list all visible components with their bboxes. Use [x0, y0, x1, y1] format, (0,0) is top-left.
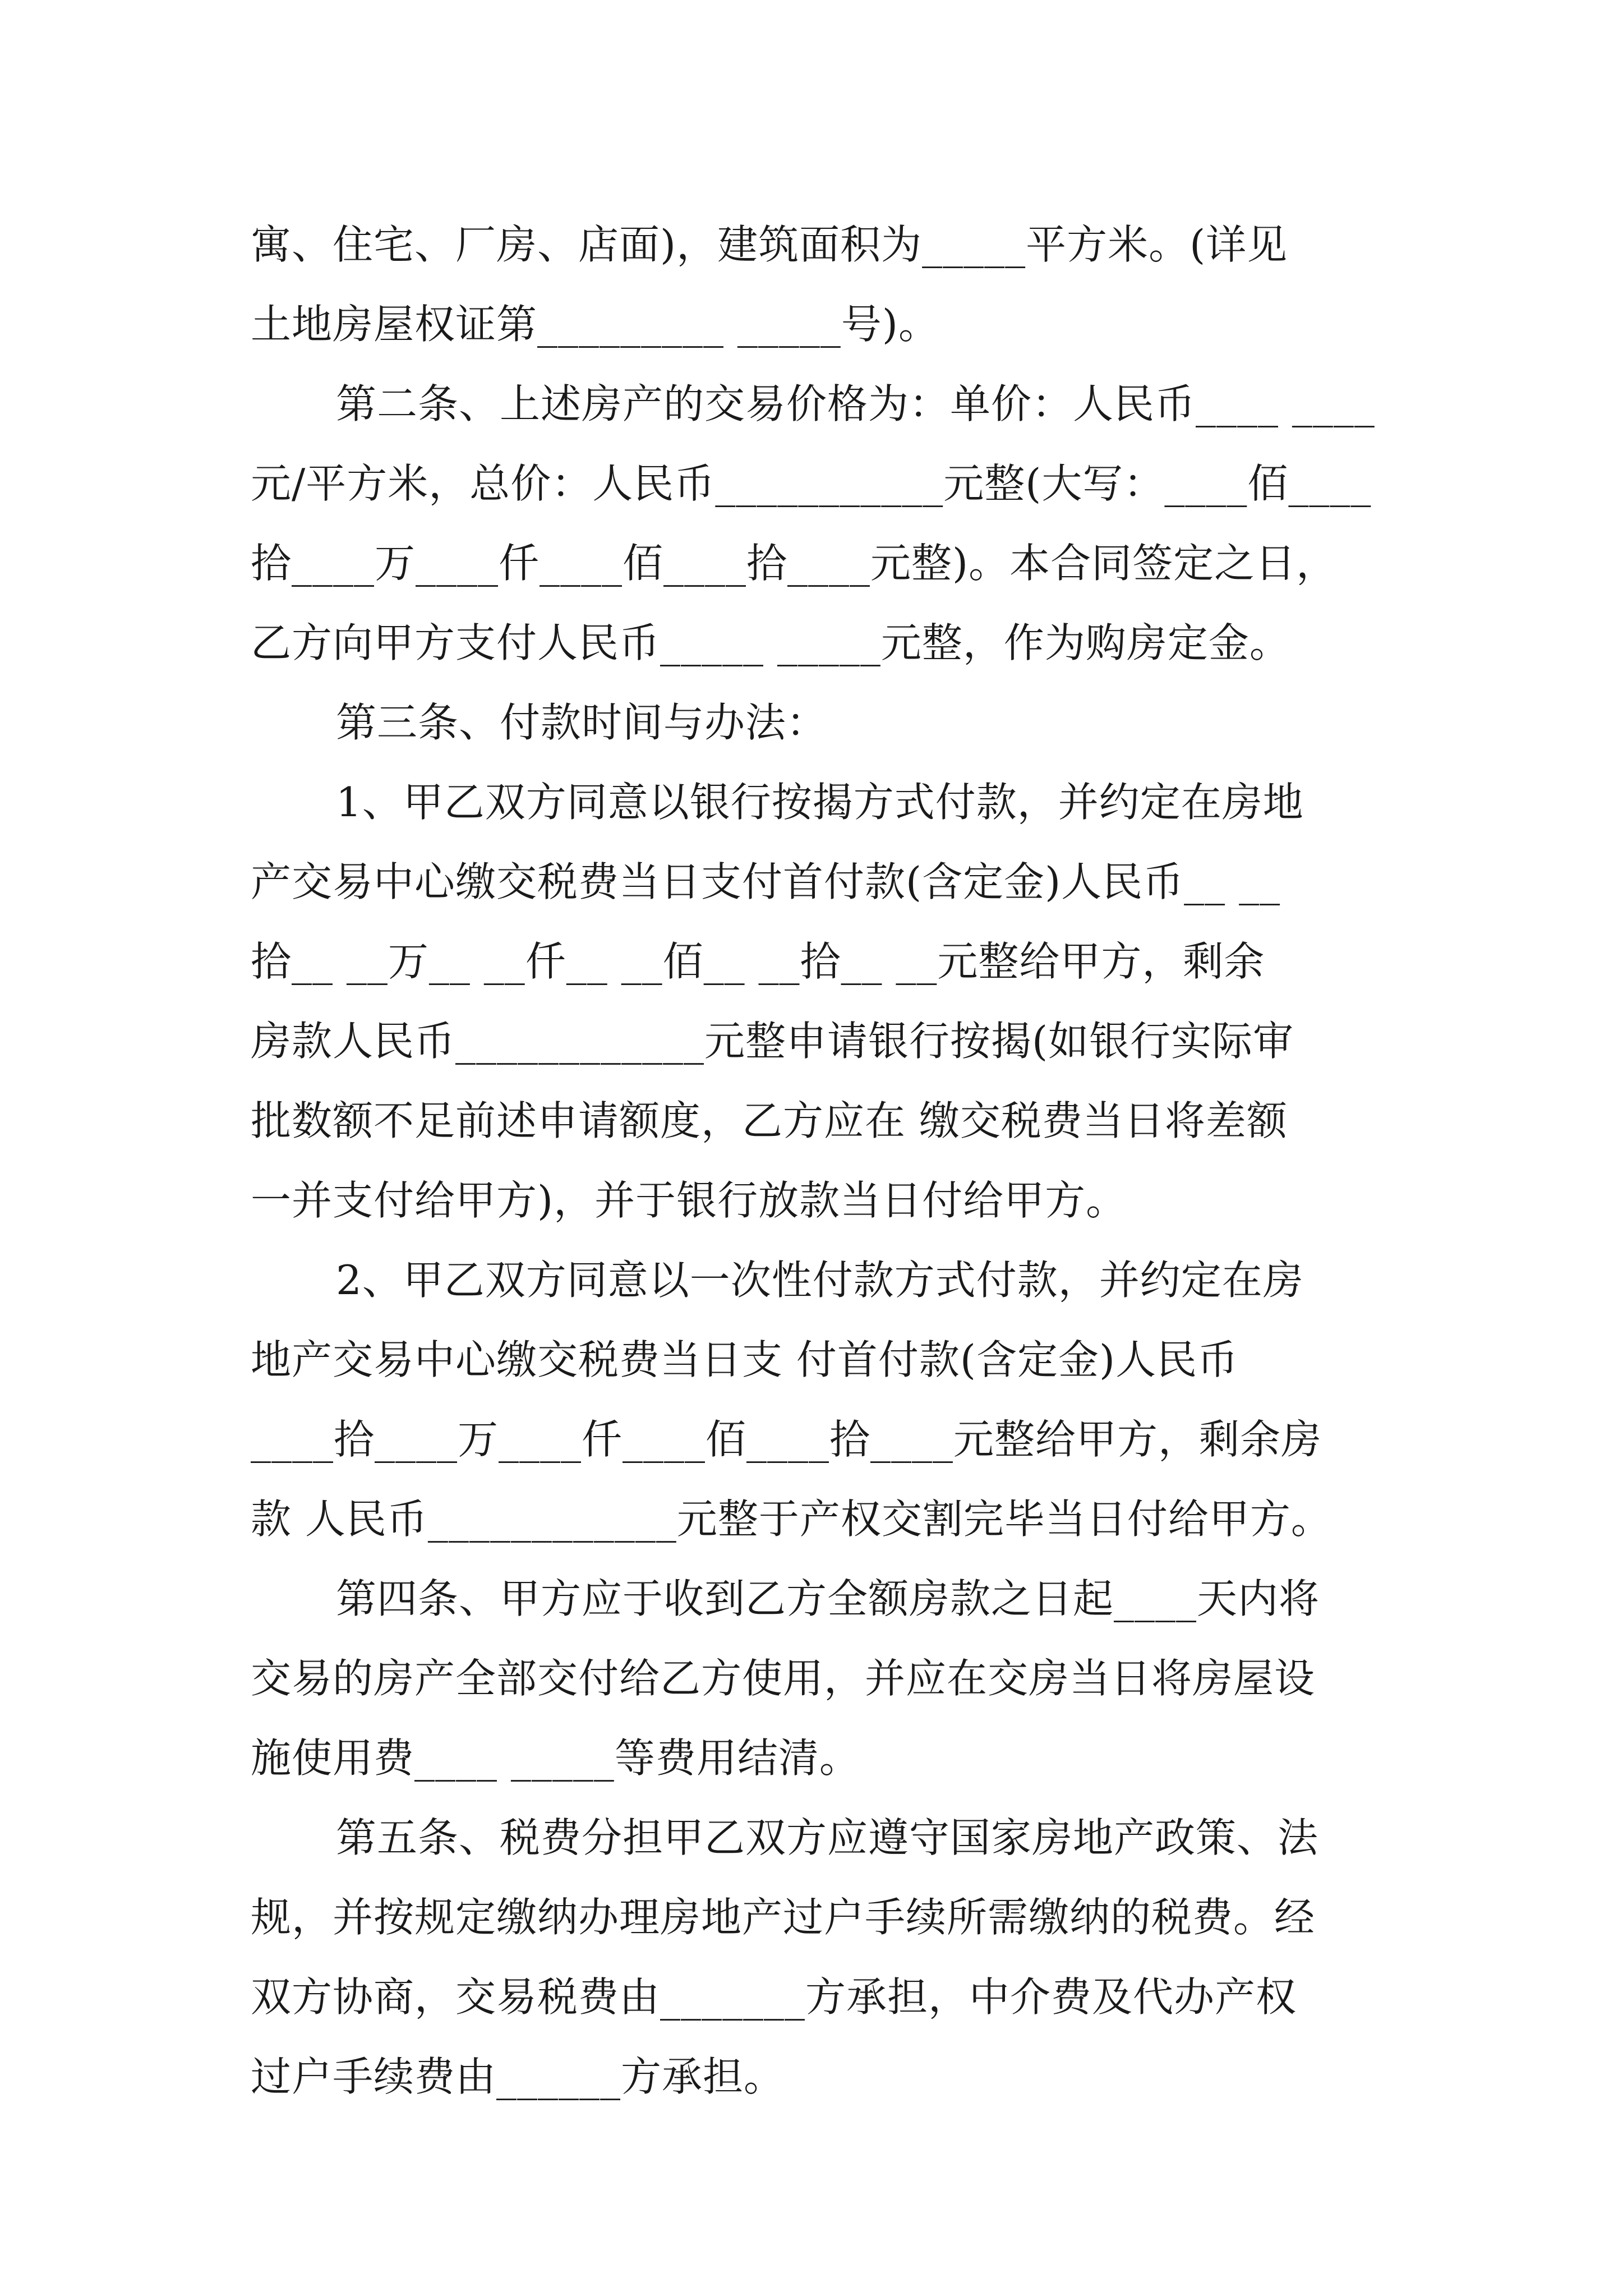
text-line: 产交易中心缴交税费当日支付首付款(含定金)人民币__ __ — [251, 858, 1281, 905]
text-line: 寓、住宅、厂房、店面)，建筑面积为_____平方米。(详见 — [251, 221, 1288, 268]
article-4-heading: 第四条、甲方应于收到乙方全额房款之日起____天内将 — [336, 1575, 1320, 1622]
article-5-heading: 第五条、税费分担甲乙双方应遵守国家房地产政策、法 — [336, 1814, 1319, 1861]
contract-body — [251, 205, 1395, 2116]
text-line: 土地房屋权证第_________ _____号)。 — [251, 301, 939, 348]
clause-2-start: 2、甲乙双方同意以一次性付款方式付款，并约定在房 — [336, 1257, 1304, 1304]
text-line: 拾__ __万__ __仟__ __佰__ __拾__ __元整给甲方，剩余 — [251, 938, 1265, 985]
clause-1-start: 1、甲乙双方同意以银行按揭方式付款，并约定在房地 — [336, 779, 1304, 826]
article-2-heading: 第二条、上述房产的交易价格为：单价：人民币____ ____ — [336, 380, 1375, 427]
text-line: 过户手续费由______方承担。 — [251, 2053, 785, 2100]
text-line: 批数额不足前述申请额度，乙方应在 缴交税费当日将差额 — [251, 1097, 1288, 1144]
text-line: 规，并按规定缴纳办理房地产过户手续所需缴纳的税费。经 — [251, 1894, 1316, 1941]
text-line: 元/平方米，总价：人民币___________元整(大写：____佰____ — [251, 460, 1372, 507]
text-line: 施使用费____ _____等费用结清。 — [251, 1734, 860, 1782]
text-line: 乙方向甲方支付人民币_____ _____元整，作为购房定金。 — [251, 619, 1290, 666]
text-line: 房款人民币____________元整申请银行按揭(如银行实际审 — [251, 1018, 1294, 1065]
text-line: 一并支付给甲方)，并于银行放款当日付给甲方。 — [251, 1177, 1127, 1224]
text-line: 双方协商，交易税费由_______方承担，中介费及代办产权 — [251, 1973, 1297, 2021]
text-line: 交易的房产全部交付给乙方使用，并应在交房当日将房屋设 — [251, 1655, 1316, 1702]
text-line: 款 人民币____________元整于产权交割完毕当日付给甲方。 — [251, 1496, 1332, 1543]
text-line: 地产交易中心缴交税费当日支 付首付款(含定金)人民币 — [251, 1336, 1239, 1383]
article-3-heading: 第三条、付款时间与办法： — [336, 699, 828, 746]
text-line: ____拾____万____仟____佰____拾____元整给甲方，剩余房 — [251, 1416, 1322, 1463]
text-line: 拾____万____仟____佰____拾____元整)。本合同签定之日， — [251, 540, 1338, 587]
